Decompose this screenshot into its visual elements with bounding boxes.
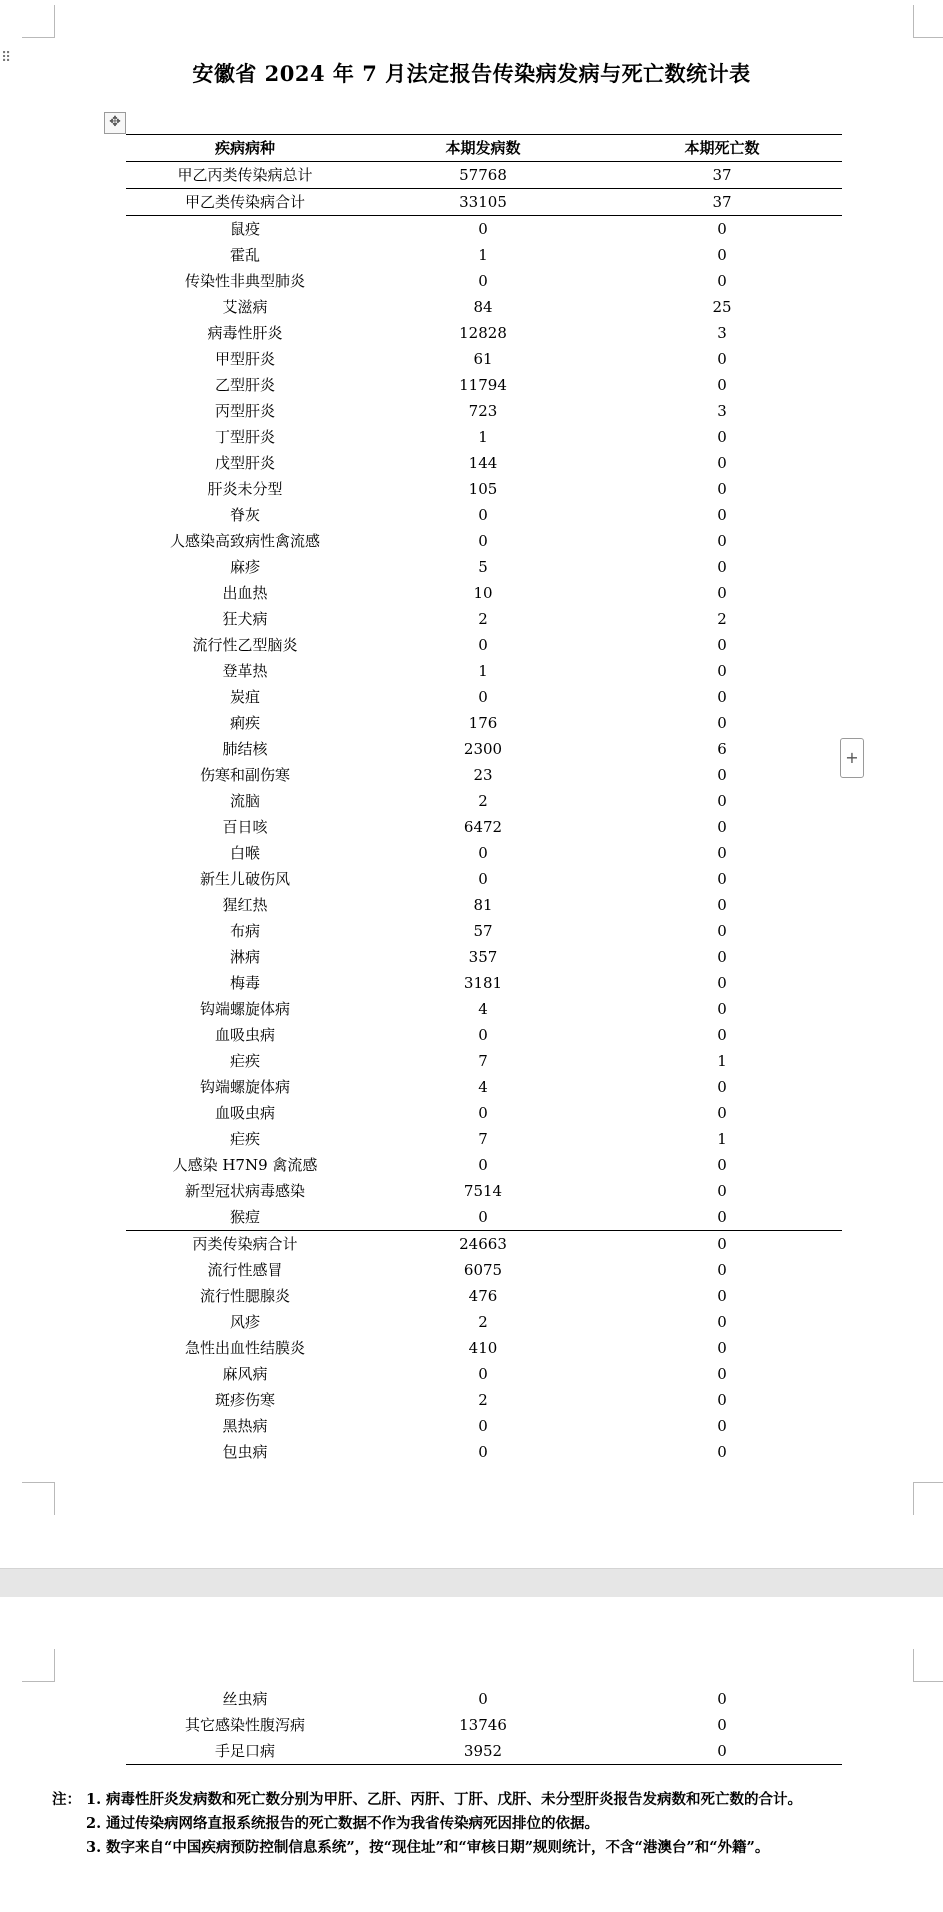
deaths-cell: 0 [717, 766, 727, 784]
deaths-cell: 0 [717, 948, 727, 966]
disease-name-cell: 丁型肝炎 [214, 428, 275, 446]
table-row [126, 918, 842, 944]
cases-cell: 3952 [463, 1742, 503, 1760]
table-row [126, 710, 842, 736]
disease-name-cell: 甲乙类传染病合计 [126, 189, 364, 216]
deaths-cell: 0 [717, 792, 727, 810]
disease-name-cell: 鼠疫 [229, 220, 260, 238]
table-row [126, 1335, 842, 1361]
deaths-cell: 0 [717, 870, 727, 888]
table-row [126, 892, 842, 918]
cases-cell: 0 [478, 1365, 488, 1383]
deaths-cell: 0 [717, 584, 727, 602]
disease-name-cell: 梅毒 [229, 974, 260, 992]
table-row [126, 1048, 842, 1074]
disease-name-cell: 急性出血性结膜炎 [184, 1339, 305, 1357]
cases-cell: 176 [468, 714, 498, 732]
cases-cell: 81 [473, 896, 493, 914]
disease-name-cell: 黑热病 [222, 1417, 268, 1435]
table-row [126, 970, 842, 996]
deaths-cell: 0 [717, 246, 727, 264]
table-row [126, 1204, 842, 1231]
margin-corner-mark [22, 5, 55, 38]
cases-cell: 0 [478, 870, 488, 888]
table-row [126, 1231, 842, 1258]
cases-cell: 0 [478, 844, 488, 862]
cases-cell: 476 [468, 1287, 498, 1305]
table-row [126, 502, 842, 528]
deaths-cell: 0 [717, 1104, 727, 1122]
table-row [126, 866, 842, 892]
deaths-cell: 0 [717, 844, 727, 862]
deaths-cell: 25 [712, 298, 732, 316]
cases-cell: 0 [478, 506, 488, 524]
cases-cell: 144 [468, 454, 498, 472]
cases-cell: 0 [478, 272, 488, 290]
note-item: 3. 数字来自“中国疾病预防控制信息系统”，按“现住址”和“审核日期”规则统计，不含“港澳台”和“外籍”。 [86, 1839, 770, 1856]
deaths-cell: 0 [717, 506, 727, 524]
cases-cell: 723 [468, 402, 498, 420]
deaths-cell: 0 [717, 1182, 727, 1200]
disease-name-cell: 乙型肝炎 [214, 376, 275, 394]
table-row [126, 632, 842, 658]
deaths-cell: 0 [717, 428, 727, 446]
cases-cell: 61 [473, 350, 493, 368]
deaths-cell: 1 [717, 1052, 727, 1070]
cases-cell: 1 [478, 662, 488, 680]
cases-cell: 0 [364, 1204, 602, 1231]
disease-name-cell: 钩端螺旋体病 [199, 1078, 290, 1096]
statistics-table [126, 134, 842, 1465]
disease-name-cell: 新型冠状病毒感染 [184, 1182, 305, 1200]
page-title: 安徽省 2024 年 7 月法定报告传染病发病与死亡数统计表 [192, 61, 751, 86]
deaths-cell: 0 [717, 376, 727, 394]
cases-cell: 7514 [463, 1182, 503, 1200]
disease-name-cell: 血吸虫病 [214, 1026, 275, 1044]
table-header-row [126, 135, 842, 162]
deaths-cell: 0 [717, 662, 727, 680]
margin-corner-mark [22, 1649, 55, 1682]
disease-name-cell: 甲乙丙类传染病总计 [126, 162, 364, 189]
disease-name-cell: 登革热 [222, 662, 268, 680]
deaths-cell: 0 [717, 1156, 727, 1174]
cases-cell: 84 [473, 298, 493, 316]
deaths-cell: 0 [717, 1417, 727, 1435]
cases-cell: 24663 [459, 1235, 507, 1253]
disease-name-cell: 流行性乙型脑炎 [192, 636, 298, 654]
disease-name-cell: 麻风病 [222, 1365, 268, 1383]
margin-corner-mark [22, 1482, 55, 1515]
table-row [126, 1178, 842, 1204]
disease-name-cell: 麻疹 [229, 558, 260, 576]
table-row [126, 268, 842, 294]
deaths-cell: 0 [717, 350, 727, 368]
disease-name-cell: 风疹 [229, 1313, 260, 1331]
deaths-cell: 0 [717, 1443, 727, 1461]
deaths-cell: 37 [602, 162, 842, 189]
cases-cell: 0 [478, 688, 488, 706]
disease-name-cell: 布病 [229, 922, 260, 940]
table-row [126, 424, 842, 450]
cases-cell: 33105 [364, 189, 602, 216]
cases-cell: 410 [468, 1339, 498, 1357]
deaths-cell: 3 [717, 324, 727, 342]
table-row [126, 1257, 842, 1283]
cases-cell: 0 [478, 636, 488, 654]
table-row [126, 476, 842, 502]
deaths-cell: 0 [717, 1339, 727, 1357]
table-notes [52, 1788, 802, 1860]
note-item: 注： 1. 病毒性肝炎发病数和死亡数分别为甲肝、乙肝、丙肝、丁肝、戊肝、未分型肝炎报告发病数和死亡数的合计。 [52, 1788, 802, 1812]
table-row [126, 242, 842, 268]
table-row [126, 814, 842, 840]
disease-name-cell: 手足口病 [214, 1742, 275, 1760]
header-cases: 本期发病数 [364, 135, 602, 162]
cases-cell: 0 [478, 1690, 488, 1708]
table-row [126, 996, 842, 1022]
cases-cell: 2 [478, 1313, 488, 1331]
disease-name-cell: 流行性腮腺炎 [199, 1287, 290, 1305]
deaths-cell: 0 [717, 1287, 727, 1305]
disease-name-cell: 丝虫病 [222, 1690, 268, 1708]
table-row [126, 1126, 842, 1152]
cases-cell: 2 [478, 610, 488, 628]
table-row [126, 1712, 842, 1738]
disease-name-cell: 猴痘 [126, 1204, 364, 1231]
cases-cell: 0 [478, 1443, 488, 1461]
cases-cell: 5 [478, 558, 488, 576]
deaths-cell: 6 [717, 740, 727, 758]
table-row [126, 1738, 842, 1765]
notes-label: 注： [52, 1791, 81, 1808]
table-row [126, 1309, 842, 1335]
disease-name-cell: 人感染高致病性禽流感 [169, 532, 320, 550]
disease-name-cell: 包虫病 [222, 1443, 268, 1461]
cases-cell: 3181 [463, 974, 503, 992]
cases-cell: 105 [468, 480, 498, 498]
table-row [126, 606, 842, 632]
cases-cell: 0 [478, 220, 488, 238]
deaths-cell: 0 [717, 714, 727, 732]
table-row [126, 684, 842, 710]
disease-name-cell: 霍乱 [229, 246, 260, 264]
disease-name-cell: 病毒性肝炎 [207, 324, 283, 342]
table-row [126, 346, 842, 372]
table-row [126, 1152, 842, 1178]
disease-name-cell: 肺结核 [222, 740, 268, 758]
table-row [126, 320, 842, 346]
table-row [126, 162, 842, 189]
cases-cell: 2 [478, 792, 488, 810]
note-item: 2. 通过传染病网络直报系统报告的死亡数据不作为我省传染病死因排位的依据。 [86, 1815, 599, 1832]
cases-cell: 57768 [364, 162, 602, 189]
deaths-cell: 0 [717, 1313, 727, 1331]
deaths-cell: 37 [602, 189, 842, 216]
table-row [126, 528, 842, 554]
table-row [126, 580, 842, 606]
deaths-cell: 0 [717, 1235, 727, 1253]
table-move-icon[interactable]: ✥ [104, 112, 126, 134]
disease-name-cell: 人感染 H7N9 禽流感 [172, 1156, 318, 1174]
table-row [126, 944, 842, 970]
disease-name-cell: 狂犬病 [222, 610, 268, 628]
deaths-cell: 0 [717, 636, 727, 654]
deaths-cell: 0 [717, 532, 727, 550]
cases-cell: 4 [478, 1000, 488, 1018]
disease-name-cell: 流行性感冒 [207, 1261, 283, 1279]
table-row [126, 736, 842, 762]
disease-name-cell: 传染性非典型肺炎 [184, 272, 305, 290]
deaths-cell: 0 [717, 688, 727, 706]
table-row [126, 189, 842, 216]
header-disease: 疾病病种 [126, 135, 364, 162]
cases-cell: 0 [478, 1156, 488, 1174]
cases-cell: 0 [478, 532, 488, 550]
table-row [126, 216, 842, 243]
cases-cell: 1 [478, 428, 488, 446]
cases-cell: 11794 [459, 376, 507, 394]
disease-name-cell: 斑疹伤寒 [214, 1391, 275, 1409]
disease-name-cell: 伤寒和副伤寒 [199, 766, 290, 784]
table-row [126, 554, 842, 580]
disease-name-cell: 百日咳 [222, 818, 268, 836]
header-deaths: 本期死亡数 [602, 135, 842, 162]
cases-cell: 7 [478, 1130, 488, 1148]
cases-cell: 6075 [463, 1261, 503, 1279]
disease-name-cell: 肝炎未分型 [207, 480, 283, 498]
deaths-cell: 0 [717, 1261, 727, 1279]
deaths-cell: 0 [717, 480, 727, 498]
table-row [126, 1439, 842, 1465]
table-row [126, 762, 842, 788]
table-row [126, 658, 842, 684]
deaths-cell: 0 [717, 1742, 727, 1760]
cases-cell: 357 [468, 948, 498, 966]
disease-name-cell: 甲型肝炎 [214, 350, 275, 368]
disease-name-cell: 疟疾 [229, 1052, 260, 1070]
table-row [126, 1074, 842, 1100]
cases-cell: 4 [478, 1078, 488, 1096]
margin-corner-mark [913, 1649, 943, 1682]
table-row [126, 1022, 842, 1048]
cases-cell: 57 [473, 922, 493, 940]
cases-cell: 0 [478, 1104, 488, 1122]
disease-name-cell: 丙型肝炎 [214, 402, 275, 420]
deaths-cell: 0 [717, 272, 727, 290]
deaths-cell: 0 [717, 974, 727, 992]
cases-cell: 13746 [459, 1716, 507, 1734]
deaths-cell: 0 [717, 1078, 727, 1096]
disease-name-cell: 其它感染性腹泻病 [184, 1716, 305, 1734]
deaths-cell: 0 [717, 818, 727, 836]
table-row [126, 840, 842, 866]
cases-cell: 1 [478, 246, 488, 264]
disease-name-cell: 淋病 [229, 948, 260, 966]
cases-cell: 2300 [463, 740, 503, 758]
disease-name-cell: 新生儿破伤风 [199, 870, 290, 888]
disease-name-cell: 白喉 [229, 844, 260, 862]
disease-name-cell: 戊型肝炎 [214, 454, 275, 472]
cases-cell: 0 [478, 1026, 488, 1044]
table-row [126, 1361, 842, 1387]
cases-cell: 23 [473, 766, 493, 784]
deaths-cell: 0 [717, 1391, 727, 1409]
disease-name-cell: 炭疽 [229, 688, 260, 706]
table-row [126, 294, 842, 320]
table-row [126, 372, 842, 398]
disease-name-cell: 流脑 [229, 792, 260, 810]
disease-name-cell: 血吸虫病 [214, 1104, 275, 1122]
table-row [126, 1100, 842, 1126]
table-row [126, 1413, 842, 1439]
deaths-cell: 3 [717, 402, 727, 420]
page-break-gap [0, 1568, 943, 1598]
drag-handle-icon[interactable]: ⠿ [1, 50, 11, 66]
margin-corner-mark [913, 1482, 943, 1515]
table-row [126, 450, 842, 476]
disease-name-cell: 猩红热 [222, 896, 268, 914]
deaths-cell: 0 [717, 1365, 727, 1383]
deaths-cell: 0 [717, 1000, 727, 1018]
cases-cell: 2 [478, 1391, 488, 1409]
disease-name-cell: 出血热 [222, 584, 268, 602]
deaths-cell: 0 [717, 896, 727, 914]
deaths-cell: 0 [717, 1026, 727, 1044]
table-row [126, 1283, 842, 1309]
disease-name-cell: 丙类传染病合计 [192, 1235, 298, 1253]
table-row [126, 1387, 842, 1413]
deaths-cell: 0 [717, 558, 727, 576]
deaths-cell: 0 [717, 220, 727, 238]
deaths-cell: 0 [717, 1716, 727, 1734]
cases-cell: 6472 [463, 818, 503, 836]
deaths-cell: 0 [717, 454, 727, 472]
table-row [126, 1686, 842, 1712]
disease-name-cell: 钩端螺旋体病 [199, 1000, 290, 1018]
cases-cell: 10 [473, 584, 493, 602]
table-row [126, 398, 842, 424]
deaths-cell: 2 [717, 610, 727, 628]
disease-name-cell: 艾滋病 [222, 298, 268, 316]
deaths-cell: 0 [717, 1690, 727, 1708]
deaths-cell: 0 [602, 1204, 842, 1231]
margin-corner-mark [913, 5, 943, 38]
cases-cell: 12828 [459, 324, 507, 342]
statistics-table-continued [126, 1686, 842, 1765]
disease-name-cell: 疟疾 [229, 1130, 260, 1148]
deaths-cell: 0 [717, 922, 727, 940]
cases-cell: 0 [478, 1417, 488, 1435]
deaths-cell: 1 [717, 1130, 727, 1148]
cases-cell: 7 [478, 1052, 488, 1070]
add-column-icon[interactable]: + [840, 738, 864, 778]
disease-name-cell: 痢疾 [229, 714, 260, 732]
table-row [126, 788, 842, 814]
disease-name-cell: 脊灰 [229, 506, 260, 524]
